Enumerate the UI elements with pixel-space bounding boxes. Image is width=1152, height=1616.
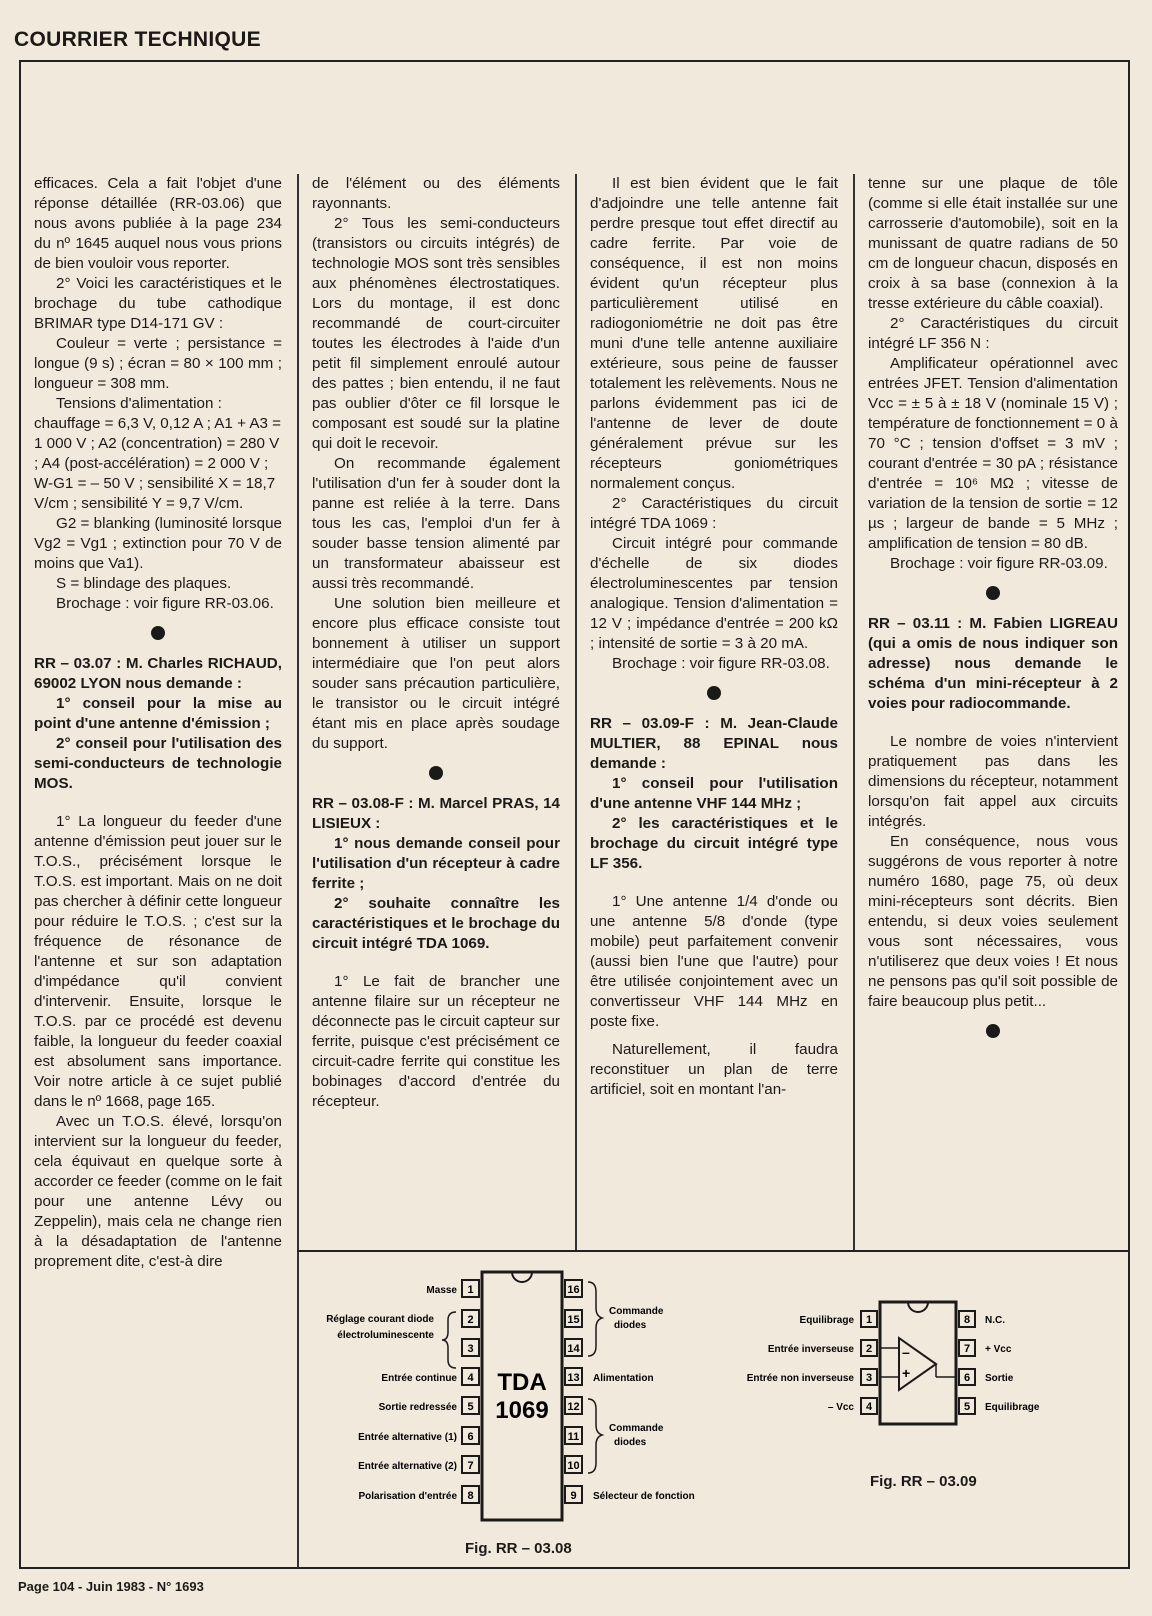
pin-label: N.C.: [985, 1315, 1005, 1326]
question-item: 1° conseil pour la mise au point d'une antenne d'émission ;: [34, 695, 282, 732]
paragraph: Tensions d'alimentation : chauffage = 6,3 V, 0,12 A ; A1 + A3 = 1 000 V ; A2 (concentration) = 280 V ; A4 (post-accélération) = 2 000 V ; W-G1 = – 50 V ; sensibilité X = 18,7 V/cm ; sensibilité Y = 9,7 V/cm.: [34, 395, 282, 512]
pin-label: Sélecteur de fonction: [593, 1491, 695, 1502]
pin-number: 14: [567, 1343, 580, 1355]
paragraph: On recommande également l'utilisation d'un fer à souder dont la panne est reliée à la terre. Dans tous les cas, l'emploi d'un fer à souder basse tension alimenté par un transformateur abaisseur est aussi très recommandé.: [312, 455, 560, 592]
figure-caption: Fig. RR – 03.08: [465, 1540, 572, 1557]
paragraph: Brochage : voir figure RR-03.09.: [890, 555, 1108, 572]
pin-number: 15: [567, 1314, 580, 1326]
pin-number: 9: [570, 1490, 577, 1502]
paragraph: 2° Voici les caractéristiques et le brochage du tube cathodique BRIMAR type D14-171 GV :: [34, 275, 282, 332]
paragraph: efficaces. Cela a fait l'objet d'une réponse détaillée (RR-03.06) que nous avons publiée à la page 234 du nº 1645 auquel nous vous prions de bien vouloir vous reporter.: [34, 175, 282, 272]
paragraph: Avec un T.O.S. élevé, lorsqu'on intervient sur la longueur du feeder, cela équivaut en quelque sorte à accorder ce feeder (comme on le fait pour une antenne Lévy ou Zeppelin), mais cela ne change rien à la désadaptation de l'antenne proprement dite, c'est-à dire: [34, 1113, 282, 1270]
pin-number: 4: [865, 1401, 873, 1413]
section-bullet: [429, 766, 443, 780]
paragraph: G2 = blanking (luminosité lorsque Vg2 = Vg1 ; extinction pour 70 V de moins que Va1).: [34, 515, 282, 572]
column-2: [312, 174, 560, 1244]
pin-number: 7: [467, 1460, 474, 1472]
column-rule: [853, 174, 855, 1250]
pin-number: 3: [467, 1343, 474, 1355]
paragraph: 1° Le fait de brancher une antenne filaire sur un récepteur ne déconnecte pas le circuit capteur sur ferrite, puisque c'est précisément ce circuit-cadre ferrite qui constitue les bobinages d'accord d'entrée du récepteur.: [312, 973, 560, 1110]
pin-label: Entrée alternative (2): [358, 1461, 457, 1472]
pin-number: 2: [865, 1343, 873, 1355]
pin-label: – Vcc: [827, 1402, 854, 1413]
question-item: 2° souhaite connaître les caractéristiques et le brochage du circuit intégré TDA 1069.: [312, 895, 560, 952]
paragraph: Circuit intégré pour commande d'échelle de six diodes électroluminescentes par tension analogique. Tension d'alimentation = 12 V ; impédance d'entrée = 200 kΩ ; intensité de sortie = 3 à 20 mA.: [590, 535, 838, 652]
chip-label: TDA: [497, 1369, 547, 1396]
pin-label: Entrée continue: [381, 1373, 457, 1384]
noninverting-sign: +: [902, 1365, 911, 1381]
question-item: 2° les caractéristiques et le brochage du circuit intégré type LF 356.: [590, 815, 838, 872]
question-item: 2° conseil pour l'utilisation des semi-conducteurs de technologie MOS.: [34, 735, 282, 792]
column-3: [590, 174, 838, 1244]
paragraph: Naturellement, il faudra reconstituer un plan de terre artificiel, soit en montant l'an-: [590, 1041, 838, 1098]
paragraph: 1° Une antenne 1/4 d'onde ou une antenne 5/8 d'onde (type mobile) peut parfaitement convenir (aussi bien l'une que l'autre) pour être utilisée conjointement avec un convertisseur VHF 144 MHz en poste fixe.: [590, 893, 838, 1030]
pin-label: Commande: [609, 1423, 664, 1434]
pin-label: diodes: [614, 1437, 647, 1448]
pin-label: + Vcc: [985, 1344, 1012, 1355]
pin-number: 7: [963, 1343, 971, 1355]
pin-label: Commande: [609, 1306, 664, 1317]
paragraph: Brochage : voir figure RR-03.08.: [612, 655, 830, 672]
column-1: [34, 174, 282, 1554]
paragraph: 2° Caractéristiques du circuit intégré TDA 1069 :: [590, 495, 838, 532]
pin-number: 8: [467, 1490, 474, 1502]
brace: [588, 1399, 602, 1473]
pin-label: Equilibrage: [985, 1402, 1040, 1413]
paragraph: Amplificateur opérationnel avec entrées JFET. Tension d'alimentation Vcc = ± 5 à ± 18 V (nominale 15 V) ; température de fonctionnement = 0 à 70 °C ; tension d'offset = 3 mV ; courant d'entrée = 30 pA ; résistance d'entrée = 10⁶ MΩ ; vitesse de variation de la tension de sortie = 12 µs ; largeur de bande = 5 MHz ; amplification de tension = 80 dB.: [868, 355, 1118, 552]
paragraph: Il est bien évident que le fait d'adjoindre une telle antenne fait perdre presque tout effet directif au cadre ferrite. Par voie de conséquence, il est non moins évident qu'un récepteur plus particulièrement utilisé en radiogoniométrie ne doit pas être muni d'une telle antenne auxiliaire extérieure, sous peine de fausser totalement les relèvements. Nous ne parlons évidemment pas ici de l'antenne de lever de doute généralement prévue sur les récepteurs goniométriques normalement conçus.: [590, 175, 838, 492]
pin-number: 5: [963, 1401, 971, 1413]
pin-number: 4: [467, 1372, 474, 1384]
pinout-diagrams: [296, 1250, 1130, 1568]
column-rule: [297, 174, 299, 1250]
paragraph: Brochage : voir figure RR-03.06.: [56, 595, 274, 612]
pin-number: 5: [467, 1401, 474, 1413]
paragraph: de l'élément ou des éléments rayonnants.: [312, 175, 560, 212]
figure-caption: Fig. RR – 03.09: [870, 1473, 977, 1490]
pin-number: 3: [865, 1372, 873, 1384]
brace: [442, 1312, 456, 1368]
question-heading: RR – 03.11 : M. Fabien LIGREAU (qui a omis de nous indiquer son adresse) nous demande le schéma d'un mini-récepteur à 2 voies pour radiocommande.: [868, 615, 1118, 712]
pin-number: 11: [567, 1431, 580, 1443]
pin-number: 1: [865, 1314, 873, 1326]
question-item: 1° nous demande conseil pour l'utilisation d'un récepteur à cadre ferrite ;: [312, 835, 560, 892]
pin-number: 8: [963, 1314, 971, 1326]
chip-body: [482, 1272, 562, 1520]
column-rule: [575, 174, 577, 1250]
chip-label: 1069: [495, 1397, 549, 1424]
paragraph: 2° Tous les semi-conducteurs (transistors ou circuits intégrés) de technologie MOS sont très sensibles aux phénomènes électrostatiques. Lors du montage, il est donc recommandé de court-circuiter toutes les électrodes à l'aide d'un petit fil simplement enroulé autour des pattes ; bien entendu, il ne faut pas oublier d'ôter ce fil lorsque le composant est soudé sur la platine qui doit le recevoir.: [312, 215, 560, 452]
section-bullet: [986, 1024, 1000, 1038]
pin-number: 6: [467, 1431, 474, 1443]
pin-label: Réglage courant diode: [326, 1314, 434, 1325]
pin-label: Alimentation: [593, 1373, 654, 1384]
pin-label: Equilibrage: [799, 1315, 854, 1326]
lf356-pinout-diagram: [747, 1302, 1040, 1424]
paragraph: S = blindage des plaques.: [56, 575, 232, 592]
figures-area: [296, 1250, 1130, 1568]
paragraph: 2° Caractéristiques du circuit intégré LF 356 N :: [868, 315, 1118, 352]
question-heading: RR – 03.08-F : M. Marcel PRAS, 14 LISIEUX :: [312, 795, 560, 832]
question-heading: RR – 03.09-F : M. Jean-Claude MULTIER, 88 EPINAL nous demande :: [590, 715, 838, 772]
pin-number: 13: [567, 1372, 580, 1384]
paragraph: Une solution bien meilleure et encore plus efficace consiste tout bonnement à utiliser un support intermédiaire que l'on peut alors souder sans précaution particulière, le transistor ou le circuit intégré étant mis en place après soudage du support.: [312, 595, 560, 752]
paragraph: tenne sur une plaque de tôle (comme si elle était installée sur une carrosserie d'automobile), soit en la munissant de quatre radians de 50 cm de longueur chacun, disposés en croix à sa base (connexion à la tresse extérieure du câble coaxial).: [868, 175, 1118, 312]
pin-number: 2: [467, 1314, 474, 1326]
page-header-title: COURRIER TECHNIQUE: [14, 28, 261, 51]
pin-label: Polarisation d'entrée: [358, 1491, 457, 1502]
pin-number: 16: [567, 1284, 580, 1296]
question-heading: RR – 03.07 : M. Charles RICHAUD, 69002 LYON nous demande :: [34, 655, 282, 692]
pin-label: Sortie redressée: [378, 1402, 457, 1413]
inverting-sign: –: [902, 1344, 910, 1360]
chip-body: [880, 1302, 956, 1424]
pin-label: électroluminescente: [337, 1330, 434, 1341]
paragraph: Couleur = verte ; persistance = longue (9 s) ; écran = 80 × 100 mm ; longueur = 308 mm.: [34, 335, 282, 392]
question-item: 1° conseil pour l'utilisation d'une antenne VHF 144 MHz ;: [590, 775, 838, 812]
pin-label: diodes: [614, 1320, 647, 1331]
pin-label: Entrée non inverseuse: [746, 1373, 854, 1384]
section-bullet: [151, 626, 165, 640]
brace: [588, 1282, 602, 1356]
pin-label: Entrée alternative (1): [358, 1432, 457, 1443]
pin-number: 10: [567, 1460, 580, 1472]
pin-label: Sortie: [985, 1373, 1014, 1384]
section-bullet: [707, 686, 721, 700]
column-4: [868, 174, 1118, 1244]
pin-label: Masse: [426, 1285, 457, 1296]
paragraph: Le nombre de voies n'intervient pratiquement pas dans les dimensions du récepteur, notamment lorsqu'on fait appel aux circuits intégrés.: [868, 733, 1118, 830]
pin-number: 6: [963, 1372, 971, 1384]
section-bullet: [986, 586, 1000, 600]
page-footer: Page 104 - Juin 1983 - N° 1693: [18, 1579, 204, 1594]
paragraph: En conséquence, nous vous suggérons de vous reporter à notre numéro 1680, page 75, où deux mini-récepteurs sont décrits. Bien entendu, si deux voies seulement vous sont nécessaires, vous n'utiliserez que deux voies ! Et nous ne pensons pas qu'il soit possible de faire beaucoup plus petit...: [868, 833, 1118, 1010]
pin-number: 12: [567, 1401, 580, 1413]
pin-label: Entrée inverseuse: [767, 1344, 854, 1355]
tda1069-pinout-diagram: [326, 1272, 694, 1520]
pin-number: 1: [467, 1284, 474, 1296]
paragraph: 1° La longueur du feeder d'une antenne d'émission peut jouer sur le T.O.S., précisément lorsque le T.O.S. est important. Mais on ne doit pas chercher à définir cette longueur pour réduire le T.O.S. ; c'est sur la fréquence de résonance de l'antenne et sur son adaptation d'impédance qu'il convient d'intervenir. Ensuite, lorsque le T.O.S. par ce procédé est devenu faible, la longueur du feeder coaxial est absolument sans importance. Voir notre article à ce sujet publié dans le nº 1668, page 165.: [34, 813, 282, 1110]
